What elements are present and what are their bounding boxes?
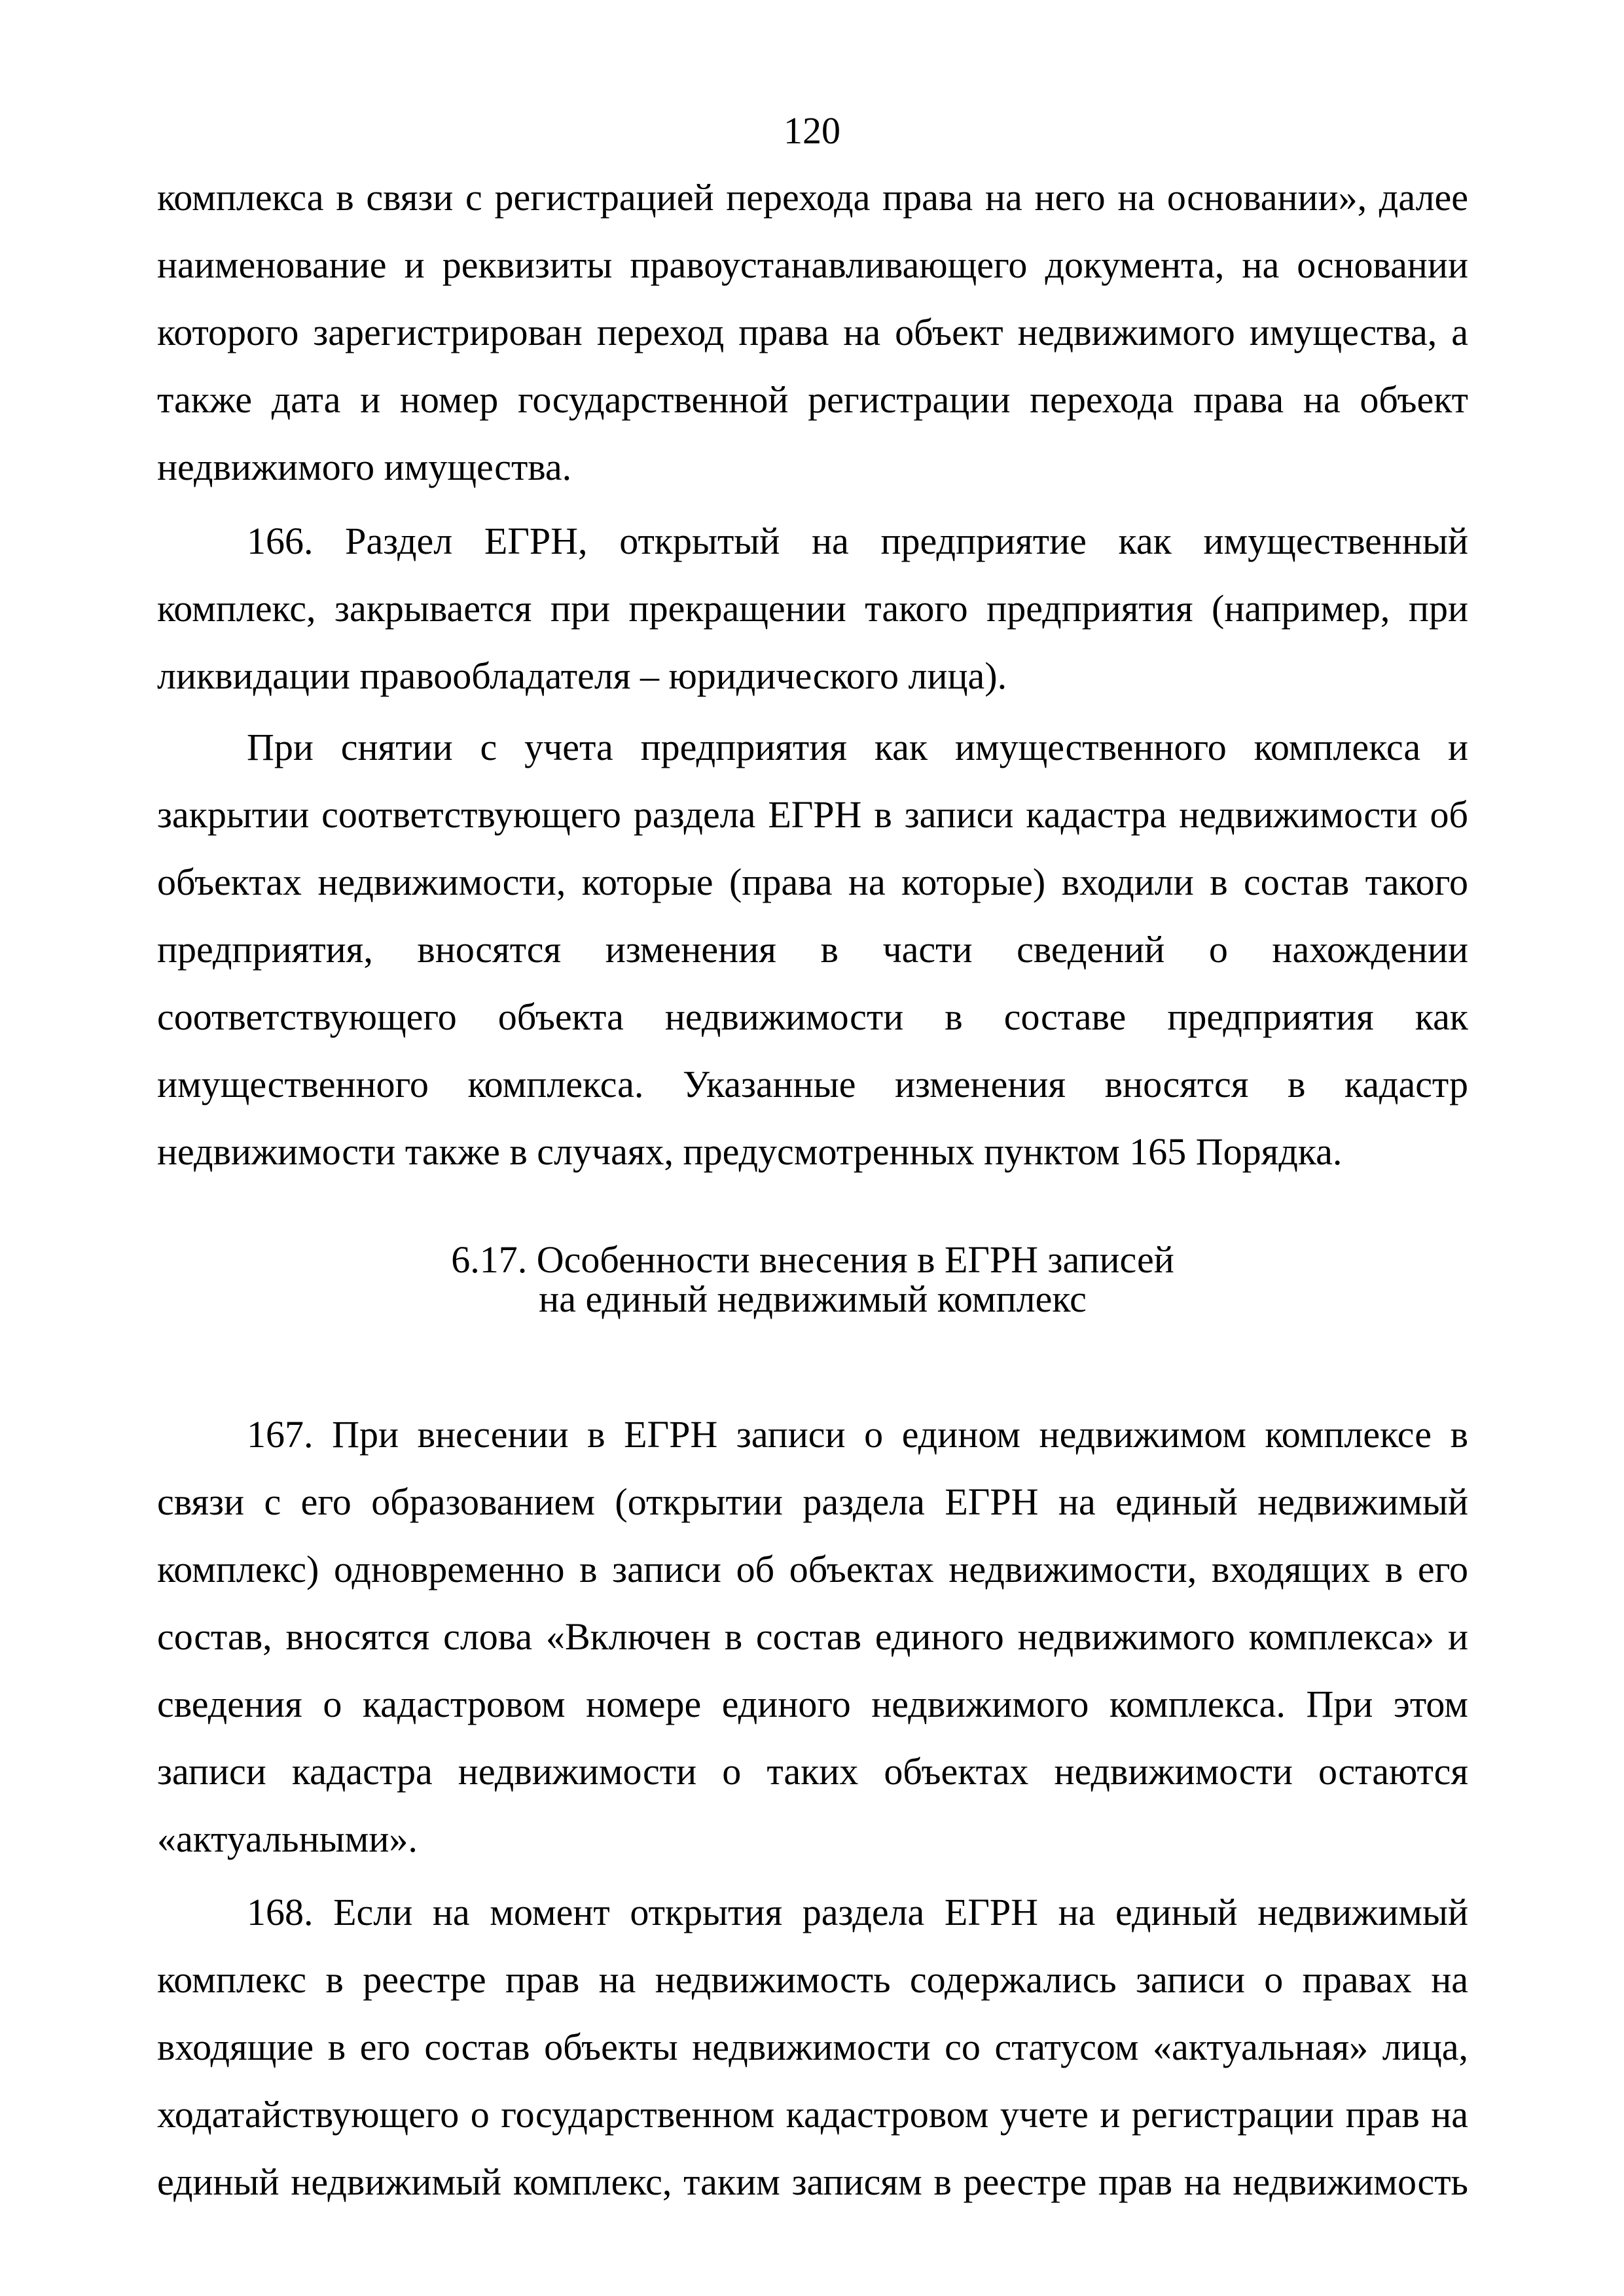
- paragraph-166-second: [157, 713, 1468, 1185]
- paragraph-168: [157, 1878, 1468, 2215]
- text-line: единый недвижимый комплекс, таким записям в реестре прав на недвижимость: [157, 2161, 1468, 2203]
- section-title-line: на единый недвижимый комплекс: [539, 1278, 1087, 1320]
- text-line: 166. Раздел ЕГРН, открытый на предприятие как имущественный: [247, 520, 1468, 562]
- text-line: состав, вносятся слова «Включен в состав единого недвижимого комплекса» и: [157, 1615, 1468, 1658]
- text-line: закрытии соответствующего раздела ЕГРН в записи кадастра недвижимости об: [157, 793, 1468, 836]
- text-line: имущественного комплекса. Указанные изменения вносятся в кадастр: [157, 1063, 1468, 1105]
- paragraph-167: [157, 1401, 1468, 1873]
- text-line: ликвидации правообладателя – юридического лица).: [157, 655, 1007, 697]
- text-line: предприятия, вносятся изменения в части сведений о нахождении: [157, 928, 1468, 971]
- text-line: «актуальными».: [157, 1818, 418, 1860]
- text-line: которого зарегистрирован переход права на объект недвижимого имущества, а: [157, 311, 1468, 353]
- text-line: 167. При внесении в ЕГРН записи о едином недвижимом комплексе в: [247, 1413, 1468, 1456]
- text-line: соответствующего объекта недвижимости в составе предприятия как: [157, 996, 1468, 1038]
- text-line: комплекса в связи с регистрацией перехода права на него на основании», далее: [157, 176, 1468, 219]
- text-line: входящие в его состав объекты недвижимости со статусом «актуальная» лица,: [157, 2026, 1468, 2068]
- section-heading: [157, 1240, 1468, 1319]
- text-line: недвижимого имущества.: [157, 446, 572, 488]
- paragraph-166: [157, 507, 1468, 709]
- continuation-paragraph: [157, 164, 1468, 501]
- text-line: ходатайствующего о государственном кадастровом учете и регистрации прав на: [157, 2093, 1468, 2136]
- text-line: также дата и номер государственной регистрации перехода права на объект: [157, 378, 1468, 421]
- text-line: сведения о кадастровом номере единого недвижимого комплекса. При этом: [157, 1683, 1468, 1725]
- text-line: При снятии с учета предприятия как имущественного комплекса и: [247, 726, 1468, 768]
- text-line: недвижимости также в случаях, предусмотренных пунктом 165 Порядка.: [157, 1130, 1343, 1173]
- text-line: объектах недвижимости, которые (права на которые) входили в состав такого: [157, 861, 1468, 903]
- page-number: 120: [784, 109, 840, 152]
- text-line: наименование и реквизиты правоустанавливающего документа, на основании: [157, 243, 1468, 286]
- text-line: комплекс в реестре прав на недвижимость содержались записи о правах на: [157, 1958, 1468, 2001]
- text-line: записи кадастра недвижимости о таких объектах недвижимости остаются: [157, 1750, 1468, 1793]
- text-line: комплекс) одновременно в записи об объектах недвижимости, входящих в его: [157, 1548, 1468, 1590]
- section-title-line: 6.17. Особенности внесения в ЕГРН записей: [451, 1238, 1174, 1281]
- text-line: связи с его образованием (открытии раздела ЕГРН на единый недвижимый: [157, 1480, 1468, 1523]
- text-line: 168. Если на момент открытия раздела ЕГРН на единый недвижимый: [247, 1891, 1468, 1933]
- text-line: комплекс, закрывается при прекращении такого предприятия (например, при: [157, 587, 1468, 630]
